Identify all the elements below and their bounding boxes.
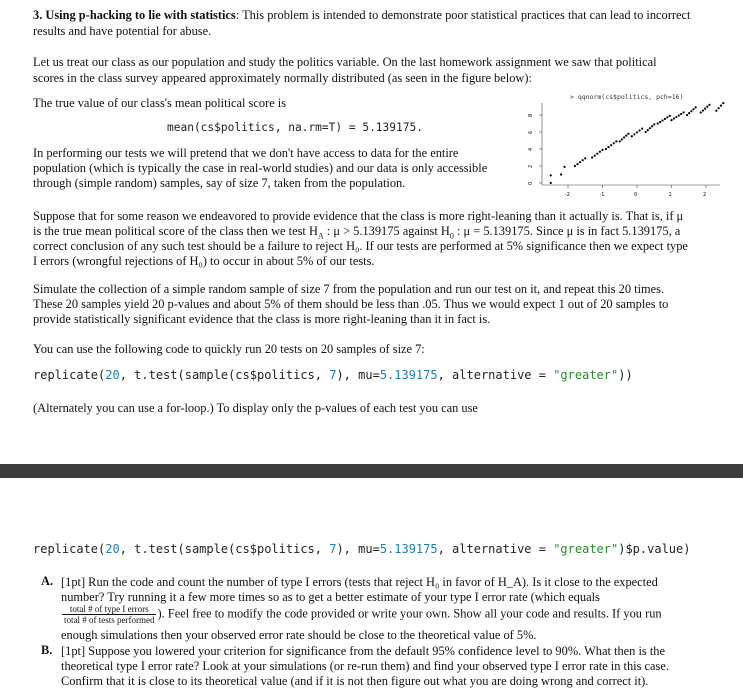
qq-point xyxy=(638,129,640,131)
qq-point xyxy=(636,131,638,133)
qq-point xyxy=(610,144,612,146)
para3-line3: correct conclusion of any such test should be a failure to reject H₀. If our tests are performed at 5% significance then we expect type xyxy=(33,239,688,253)
qq-point xyxy=(722,102,724,104)
qq-point xyxy=(682,111,684,113)
qq-point xyxy=(601,149,603,151)
qq-point xyxy=(678,114,680,116)
qq-plot-title: > qqnorm(cs$politics, pch=16) xyxy=(570,93,684,101)
qq-point xyxy=(673,117,675,119)
para2-line1: In performing our tests we will pretend that we don't have access to data for the entire xyxy=(33,146,459,160)
qq-point xyxy=(621,138,623,140)
h-0-subscript: 0 xyxy=(449,231,454,241)
qq-point xyxy=(550,182,552,184)
qq-point xyxy=(695,106,697,108)
qq-point xyxy=(657,122,659,124)
qq-x-tick-label: 0 xyxy=(634,192,638,198)
para1-line1: Let us treat our class as our population and study the politics variable. On the last homework assignment we saw that political xyxy=(33,55,657,69)
qq-point xyxy=(550,174,552,176)
qq-point xyxy=(633,133,635,135)
problem-intro-line2: results and have potential for abuse. xyxy=(33,24,212,38)
item-a-line2: number? Try running it a few more times so as to get a better estimate of your type I error rate (which equals xyxy=(61,590,600,604)
qq-point xyxy=(563,166,565,168)
qq-point xyxy=(649,127,651,129)
qq-point xyxy=(596,153,598,155)
qq-point xyxy=(688,112,690,114)
qq-point xyxy=(653,123,655,125)
para5: You can use the following code to quickly run 20 tests on 20 samples of size 7: xyxy=(33,342,425,356)
qq-point xyxy=(708,104,710,106)
qq-x-tick-label: 1 xyxy=(668,192,672,198)
para4-line2: These 20 samples yield 20 p-values and about 5% of them should be less than .05. Thus we would expect 1 out of 20 samples to xyxy=(33,297,669,311)
qq-point xyxy=(574,165,576,167)
item-b-line2: theoretical type I error rate? Look at your simulations (or re-run them) and find your observed type I error rate in this case. xyxy=(61,659,669,673)
problem-number: 3. xyxy=(33,8,43,22)
para1-line2: scores in the class survey appeared approximately normally distributed (as seen in the figure below): xyxy=(33,71,532,85)
qq-point xyxy=(718,107,720,109)
para2-line3: through (simple random) samples, say of size 7, taken from the population. xyxy=(33,176,406,190)
qq-point xyxy=(669,115,671,117)
qq-y-tick-label: 8 xyxy=(528,113,534,117)
qq-point xyxy=(661,119,663,121)
qq-point xyxy=(664,118,666,120)
item-a-line3: $\frac{\text{total \# of type I errors}}{\text{total \# of tests performed}}$ ). Feel free to modify the code provided or write your own. Show all your code and results. If you run xyxy=(64,604,662,625)
item-b-label: B. xyxy=(41,643,53,657)
error-rate-fraction: $\frac{\text{total \# of type I errors}}{\text{total \# of tests performed}}$ xyxy=(64,604,155,625)
para2-line2: population (which is typically the case in real-world studies) and our data is only accessible xyxy=(33,161,488,175)
qq-y-tick-label: 2 xyxy=(528,164,534,168)
qq-point xyxy=(675,116,677,118)
para3-line1: Suppose that for some reason we endeavored to provide evidence that the class is more right-leaning than it actually is. That is, if μ xyxy=(33,209,684,223)
code-block-2: replicate(20, t.test(sample(cs$politics, 7), mu=5.139175, alternative = "greater")$p.value) xyxy=(33,542,691,556)
qq-point xyxy=(720,105,722,107)
qq-y-tick-label: 6 xyxy=(528,130,534,134)
qq-point xyxy=(692,108,694,110)
qq-x-tick-label: -2 xyxy=(565,192,570,198)
qq-point xyxy=(594,154,596,156)
qq-point xyxy=(631,135,633,137)
problem-intro: : This problem is intended to demonstrate poor statistical practices that can lead to incorrect xyxy=(235,8,691,22)
qq-point xyxy=(686,114,688,116)
para3-line2: is the true mean political score of the class then we test $H_A$ : μ > 5.139175 against $H_0$ : μ = 5.139175. Since μ is in fact 5.139175, a xyxy=(33,224,681,241)
qq-point xyxy=(690,110,692,112)
qq-point xyxy=(560,173,562,175)
para4-line1: Simulate the collection of a simple random sample of size 7 from the population and run our test on it, and repeat this 20 times. xyxy=(33,282,665,296)
problem-header xyxy=(33,7,738,23)
item-b-line1: [1pt] Suppose you lowered your criterion for significance from the default 95% confidence level to 90%. What then is the xyxy=(61,644,665,658)
qq-plot xyxy=(520,93,738,205)
qq-point xyxy=(645,131,647,133)
mean-text: The true value of our class's mean political score is xyxy=(33,96,287,110)
qq-point xyxy=(715,110,717,112)
mean-code: mean(cs$politics, na.rm=T) = 5.139175. xyxy=(167,121,423,134)
qq-point xyxy=(670,119,672,121)
code-block-1: replicate(20, t.test(sample(cs$politics, 7), mu=5.139175, alternative = "greater")) xyxy=(33,368,633,382)
page-divider xyxy=(0,464,743,478)
qq-point xyxy=(666,116,668,118)
qq-x-tick-label: 2 xyxy=(703,192,707,198)
qq-point xyxy=(641,128,643,130)
qq-point xyxy=(706,106,708,108)
qq-point xyxy=(584,157,586,159)
item-a-line1: [1pt] Run the code and count the number of type I errors (tests that reject H₀ in favor of H_A). Is it close to the expected xyxy=(61,575,658,589)
item-b-line3: Confirm that it is close to its theoretical value (and if it is not then figure out what you are doing wrong and correct it). xyxy=(61,674,649,688)
qq-point xyxy=(599,151,601,153)
qq-point xyxy=(704,108,706,110)
qq-point xyxy=(625,135,627,137)
qq-point xyxy=(627,133,629,135)
para6: (Alternately you can use a for-loop.) To display only the p-values of each test you can use xyxy=(33,401,478,415)
qq-point xyxy=(615,140,617,142)
qq-point xyxy=(607,146,609,148)
qq-point xyxy=(647,129,649,131)
qq-point xyxy=(619,140,621,142)
qq-point xyxy=(579,161,581,163)
qq-point xyxy=(576,163,578,165)
qq-plot-svg xyxy=(520,93,738,205)
qq-point xyxy=(651,125,653,127)
qq-point xyxy=(582,159,584,161)
qq-point xyxy=(680,113,682,115)
qq-point xyxy=(702,109,704,111)
qq-point xyxy=(591,156,593,158)
item-a-label: A. xyxy=(41,574,54,588)
item-a-line4: enough simulations then your observed error rate should be close to the theoretical value of 5%. xyxy=(61,628,537,642)
h-a-subscript: A xyxy=(317,231,324,241)
para4-line3: provide statistically significant evidence that the class is more right-leaning than it in fact is. xyxy=(33,312,491,326)
qq-y-tick-label: 0 xyxy=(528,181,534,185)
qq-point xyxy=(623,136,625,138)
para3-line4: I errors (wrongful rejections of H₀) to occur in about 5% of our tests. xyxy=(33,254,375,268)
problem-title: Using p-hacking to lie with statistics xyxy=(45,8,236,22)
qq-point xyxy=(659,121,661,123)
qq-point xyxy=(700,111,702,113)
qq-x-tick-label: -1 xyxy=(599,192,605,198)
qq-y-tick-label: 4 xyxy=(528,147,534,151)
qq-point xyxy=(613,142,615,144)
qq-point xyxy=(605,148,607,150)
